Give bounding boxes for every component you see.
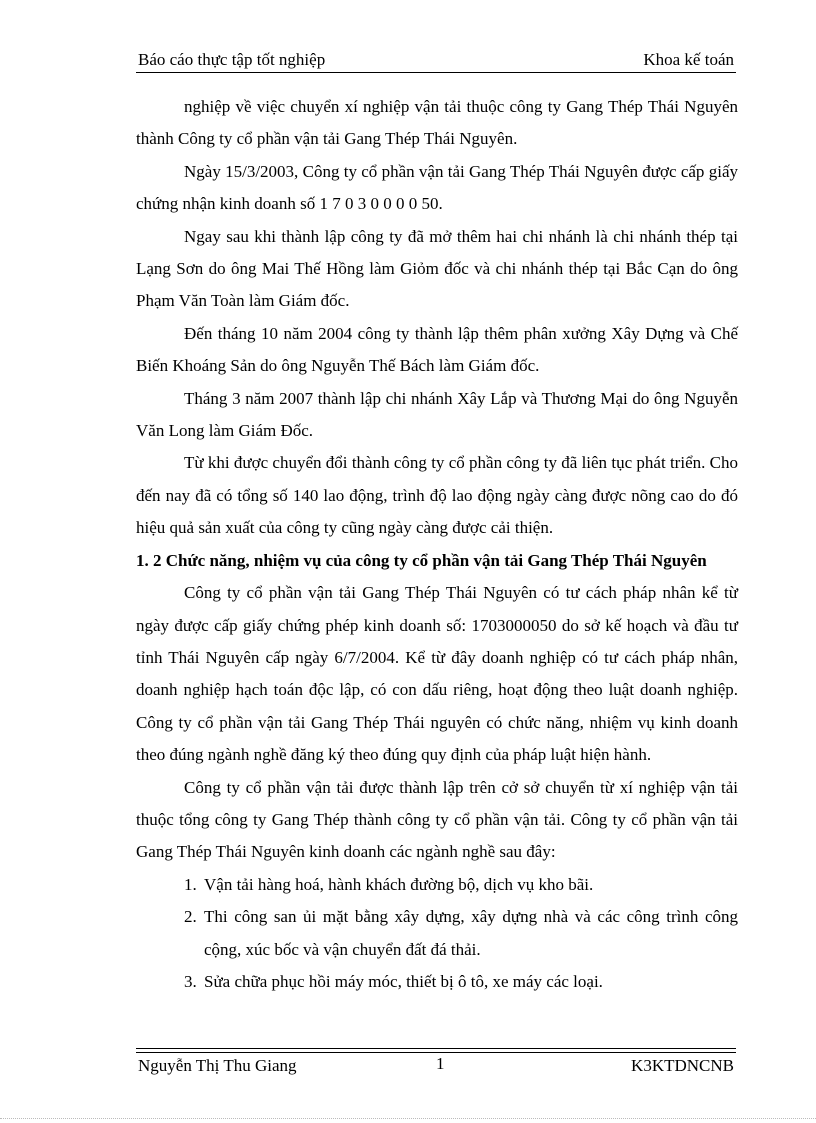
paragraph-2: Ngày 15/3/2003, Công ty cổ phần vận tải Gang Thép Thái Nguyên được cấp giấy chứng nhận kinh doanh số 1 7 0 3 0 0 0 0 50. [136,161,738,214]
paragraph-3: Ngay sau khi thành lập công ty đã mở thêm hai chi nhánh là chi nhánh thép tại Lạng Sơn do ông Mai Thế Hồng làm Giỏm đốc và chi nhánh thép tại Bắc Cạn do ông Phạm Văn Toàn làm Giám đốc. [136,226,738,311]
list-item: 2. Thi công san ủi mặt bằng xây dựng, xây dựng nhà và các công trình công cộng, xúc bốc và vận chuyển đất đá thải. [184,907,738,959]
list-item: 3. Sửa chữa phục hồi máy móc, thiết bị ô tô, xe máy các loại. [184,971,603,991]
header-rule [136,72,736,73]
paragraph-8: Công ty cổ phần vận tải được thành lập trên cở sở chuyển từ xí nghiệp vận tải thuộc tổng công ty Gang Thép thành công ty cổ phần vận tải. Công ty cổ phần vận tải Gang Thép Thái Nguyên kinh doanh các ngành nghề sau đây: [136,777,738,862]
section-heading: 1. 2 Chức năng, nhiệm vụ của công ty cổ phần vận tải Gang Thép Thái Nguyên [136,550,707,570]
page-footer [136,1054,736,1078]
paragraph-6: Từ khi được chuyển đổi thành công ty cổ phần công ty đã liên tục phát triển. Cho đến nay đã có tổng số 140 lao động, trình độ lao động ngày càng được nõng cao do đó hiệu quả sản xuất của công ty cũng ngày càng được cải thiện. [136,453,738,538]
document-body [136,91,738,998]
footer-rule [136,1048,736,1049]
footer-rule-thin [136,1052,736,1053]
header-department: Khoa kế toán [643,50,734,69]
header-report-title: Báo cáo thực tập tốt nghiệp [138,50,326,69]
footer-author: Nguyễn Thị Thu Giang [138,1056,297,1075]
paragraph-continuation: nghiệp về việc chuyển xí nghiệp vận tải thuộc công ty Gang Thép Thái Nguyên thành Công ty cổ phần vận tải Gang Thép Thái Nguyên. [136,97,738,149]
page-number: 1 [436,1054,445,1073]
list-item: 1. Vận tải hàng hoá, hành khách đường bộ, dịch vụ kho bãi. [184,874,594,894]
page-header [136,48,736,74]
paragraph-4: Đến tháng 10 năm 2004 công ty thành lập thêm phân xưởng Xây Dựng và Chế Biến Khoáng Sản do ông Nguyễn Thế Bách làm Giám đốc. [136,323,738,376]
footer-class-code: K3KTDNCNB [631,1056,734,1075]
paragraph-5: Tháng 3 năm 2007 thành lập chi nhánh Xây Lắp và Thương Mại do ông Nguyễn Văn Long làm Giám Đốc. [136,388,738,441]
paragraph-7: Công ty cổ phần vận tải Gang Thép Thái Nguyên có tư cách pháp nhân kể từ ngày được cấp giấy chứng phép kinh doanh số: 1703000050 do sở kế hoạch và đầu tư tỉnh Thái Nguyên cấp ngày 6/7/2004. Kể từ đây doanh nghiệp có tư cách pháp nhân, doanh nghiệp hạch toán độc lập, có con dấu riêng, hoạt động theo luật doanh nghiệp. Công ty cổ phần vận tải Gang Thép Thái nguyên có chức năng, nhiệm vụ kinh doanh theo đúng ngành nghề đăng ký theo đúng quy định của pháp luật hiện hành. [136,583,738,765]
page-bottom-border [0,1118,816,1119]
